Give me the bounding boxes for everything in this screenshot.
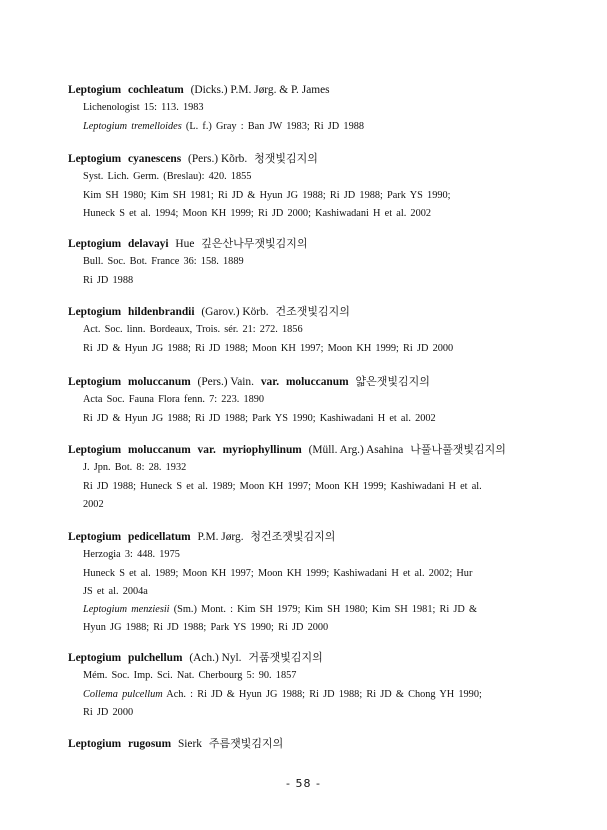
genus-name: Leptogium xyxy=(68,238,122,250)
korean-name: 거품잿빛김지의 xyxy=(248,651,323,664)
synonym-references: (L. f.) Gray : Ban JW 1983; Ri JD 1988 xyxy=(181,121,365,132)
species-heading xyxy=(68,374,538,390)
species-author: Sierk xyxy=(177,738,202,750)
reference-line: Ri JD 1988; Huneck S et al. 1989; Moon KH 1997; Moon KH 1999; Kashiwadani H et al. xyxy=(83,481,482,492)
species-heading xyxy=(68,151,538,167)
publication-line: Mém. Soc. Imp. Sci. Nat. Cherbourg 5: 90. 1857 xyxy=(83,670,297,681)
korean-name: 주름잿빛김지의 xyxy=(208,737,284,750)
synonym-name: Leptogium menziesii xyxy=(83,604,170,615)
species-author: Hue xyxy=(175,238,195,250)
species-epithet: moluccanum xyxy=(128,444,191,456)
species-entry xyxy=(68,236,538,290)
species-heading xyxy=(68,442,538,458)
species-author: (Müll. Arg.) Asahina xyxy=(308,444,404,456)
species-author: P.M. Jørg. xyxy=(197,531,244,543)
species-author: (Pers.) Vain. xyxy=(197,376,254,388)
publication-line: Syst. Lich. Germ. (Breslau): 420. 1855 xyxy=(83,171,252,182)
species-entry xyxy=(68,529,538,637)
korean-name: 나풀나풀잿빛김지의 xyxy=(410,443,506,456)
species-epithet: cochleatum xyxy=(128,84,184,96)
synonym-name: Leptogium tremelloides xyxy=(83,121,182,132)
species-author: (Ach.) Nyl. xyxy=(189,652,242,664)
reference-line: Ri JD 1988 xyxy=(83,275,134,286)
species-entry xyxy=(68,83,538,136)
species-epithet: hildenbrandii xyxy=(128,306,195,318)
reference-line: Ri JD & Hyun JG 1988; Ri JD 1988; Park YS 1990; Kashiwadani H et al. 2002 xyxy=(83,413,436,424)
korean-name: 얇은잿빛김지의 xyxy=(355,375,430,388)
species-heading xyxy=(68,736,538,752)
species-author: (Dicks.) P.M. Jørg. & P. James xyxy=(190,84,330,96)
korean-name: 깊은산나무잿빛김지의 xyxy=(201,237,308,250)
korean-name: 청건조잿빛김지의 xyxy=(250,530,336,543)
genus-name: Leptogium xyxy=(68,306,122,318)
publication-line: Acta Soc. Fauna Flora fenn. 7: 223. 1890 xyxy=(83,394,265,405)
species-entry xyxy=(68,304,538,358)
variety-name: moluccanum xyxy=(285,376,349,388)
reference-line: Kim SH 1980; Kim SH 1981; Ri JD & Hyun JG 1988; Ri JD 1988; Park YS 1990; xyxy=(83,190,451,201)
synonym-references: (Sm.) Mont. : Kim SH 1979; Kim SH 1980; Kim SH 1981; Ri JD & xyxy=(169,604,478,615)
synonym-line xyxy=(68,601,538,619)
reference-line: 2002 xyxy=(83,499,104,510)
species-heading xyxy=(68,304,538,320)
species-entry xyxy=(68,650,538,722)
species-epithet: delavayi xyxy=(128,238,169,250)
korean-name: 건조잿빛김지의 xyxy=(275,305,350,318)
synonym-name: Collema pulcellum xyxy=(83,689,163,700)
reference-line: Huneck S et al. 1989; Moon KH 1997; Moon KH 1999; Kashiwadani H et al. 2002; Hur xyxy=(83,568,473,579)
genus-name: Leptogium xyxy=(68,652,122,664)
reference-line: Huneck S et al. 1994; Moon KH 1999; Ri JD 2000; Kashiwadani H et al. 2002 xyxy=(83,208,432,219)
genus-name: Leptogium xyxy=(68,444,122,456)
species-entry xyxy=(68,442,538,514)
variety-label: var. xyxy=(197,444,216,456)
publication-line: Lichenologist 15: 113. 1983 xyxy=(83,102,204,113)
species-heading xyxy=(68,83,538,98)
species-heading xyxy=(68,236,538,252)
genus-name: Leptogium xyxy=(68,738,122,750)
species-entry xyxy=(68,736,538,752)
publication-line: Bull. Soc. Bot. France 36: 158. 1889 xyxy=(83,256,244,267)
genus-name: Leptogium xyxy=(68,376,122,388)
synonym-line xyxy=(68,685,538,704)
publication-line: Herzogia 3: 448. 1975 xyxy=(83,549,180,560)
genus-name: Leptogium xyxy=(68,153,122,165)
korean-name: 청잿빛김지의 xyxy=(254,152,318,165)
species-epithet: rugosum xyxy=(128,738,172,750)
reference-line: Hyun JG 1988; Ri JD 1988; Park YS 1990; Ri JD 2000 xyxy=(83,622,329,633)
synonym-line xyxy=(68,117,538,136)
species-author: (Pers.) Kõrb. xyxy=(188,153,248,165)
reference-line: Ri JD & Hyun JG 1988; Ri JD 1988; Moon KH 1997; Moon KH 1999; Ri JD 2000 xyxy=(83,343,454,354)
genus-name: Leptogium xyxy=(68,531,122,543)
variety-name: myriophyllinum xyxy=(222,444,302,456)
synonym-references: Ach. : Ri JD & Hyun JG 1988; Ri JD 1988; Ri JD & Chong YH 1990; xyxy=(162,689,482,700)
species-entry xyxy=(68,374,538,428)
publication-line: J. Jpn. Bot. 8: 28. 1932 xyxy=(83,462,187,473)
species-entry xyxy=(68,151,538,223)
genus-name: Leptogium xyxy=(68,84,122,96)
page-number: - 58 - xyxy=(286,777,321,790)
species-heading xyxy=(68,529,538,545)
publication-line: Act. Soc. linn. Bordeaux, Trois. sér. 21: 272. 1856 xyxy=(83,324,303,335)
reference-line: Ri JD 2000 xyxy=(83,707,134,718)
variety-label: var. xyxy=(260,376,280,388)
reference-line: JS et al. 2004a xyxy=(83,586,148,597)
species-heading xyxy=(68,650,538,666)
species-epithet: cyanescens xyxy=(128,153,182,165)
species-epithet: pedicellatum xyxy=(128,531,191,543)
species-epithet: moluccanum xyxy=(128,376,191,388)
species-author: (Garov.) Körb. xyxy=(201,306,269,318)
species-epithet: pulchellum xyxy=(128,652,183,664)
